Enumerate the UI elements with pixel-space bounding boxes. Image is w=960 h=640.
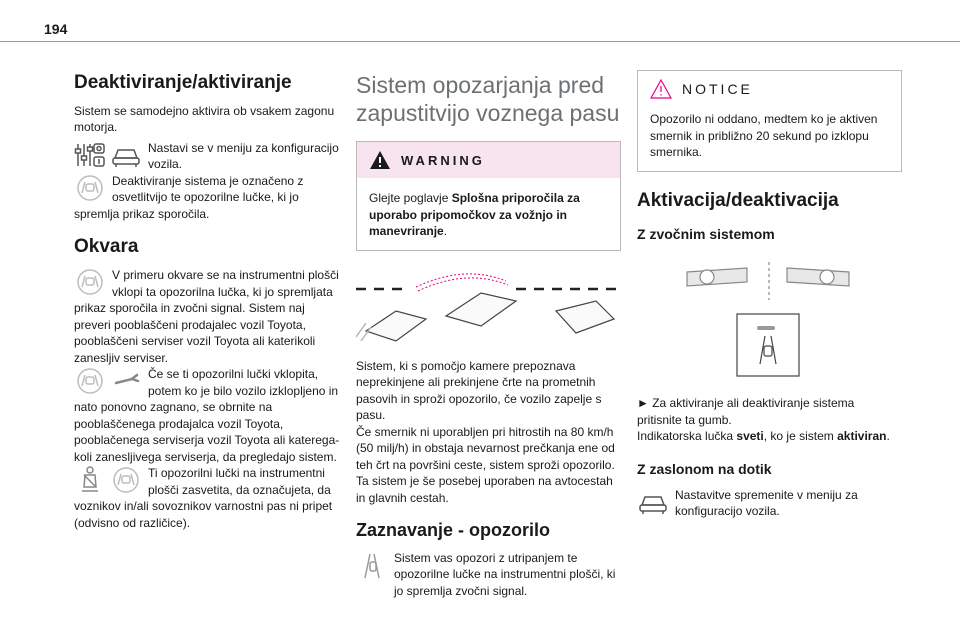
heading-touch-screen: Z zaslonom na dotik bbox=[637, 460, 772, 477]
heading-lane-departure: Sistem opozarjanja pred zapustitvijo voznega pasu bbox=[356, 72, 620, 126]
heading-sound-system: Z zvočnim sistemom bbox=[637, 226, 775, 243]
deactivation-lamp-block bbox=[74, 173, 340, 223]
car-front-icon bbox=[637, 487, 669, 517]
vehicle-settings-menu-icon bbox=[74, 140, 106, 170]
lane-fault-lamp-icon bbox=[110, 465, 142, 495]
warning-text-pre: Glejte poglavje bbox=[369, 191, 452, 206]
column-2 bbox=[356, 70, 621, 599]
lamp-text-mid: , ko je sistem bbox=[763, 429, 838, 444]
heading-detection: Zaznavanje - opozorilo bbox=[356, 520, 551, 541]
warning-text-post: . bbox=[443, 224, 448, 239]
lamp-text-activated: aktiviran bbox=[837, 429, 887, 444]
page-number: 194 bbox=[44, 21, 68, 37]
warning-header bbox=[357, 142, 620, 178]
lamp-text-post: . bbox=[886, 429, 890, 444]
lane-fault-lamp-icon bbox=[74, 366, 106, 396]
text-auto-activation: Sistem se samodejno aktivira ob vsakem zagonu motorja. bbox=[74, 103, 335, 135]
text-fault-1: V primeru okvare se na instrumentni plošči vklopi ta opozorilna lučka, ki jo spremljata prikaz sporočila in zvočni signal. Sistem naj preveri pooblaščeni prodajalec vozil Toyota, pooblaščeni serviser vozil Toyota ali katerikoli zanesljiv serviser. bbox=[74, 268, 339, 365]
lane-fault-lamp-icon bbox=[74, 267, 106, 297]
text-fault-2: Če se ti opozorilni lučki vklopita, potem ko je bilo vozilo izklopljeno in nato ponovno zagnano, se obrnite na pooblaščenega prodajalca vozil Toyota, pooblačenega serviserja vozil Toyota ali kateregakoli zanesljivega serviserja, da pregledajo sistem. bbox=[74, 367, 340, 464]
notice-text: Opozorilo ni oddano, medtem ko je aktiven smernik in približno 20 sekund po izklopu smernika. bbox=[650, 112, 878, 159]
notice-box bbox=[637, 70, 902, 172]
heading-fault: Okvara bbox=[74, 236, 139, 258]
text-settings-menu: Nastavi se v meniju za konfiguracijo vozila. bbox=[148, 140, 339, 172]
header-rule bbox=[0, 41, 960, 42]
lane-departure-illustration bbox=[356, 271, 621, 343]
warning-text-bold: Splošna priporočila za uporabo pripomočkov za vožnjo in manevriranje bbox=[369, 191, 580, 239]
text-press-button: ► Za aktiviranje ali deaktiviranje sistema pritisnite ta gumb. bbox=[637, 396, 855, 427]
column-1 bbox=[74, 70, 340, 531]
text-detection: Sistem vas opozori z utripanjem te opozorilne lučke na instrumentni plošči, ki jo spremlja zvočni signal. bbox=[394, 550, 616, 598]
heading-activation: Aktivacija/deaktivacija bbox=[637, 189, 839, 211]
lamp-text-on: sveti bbox=[736, 429, 764, 444]
text-fault-3: Ti opozorilni lučki na instrumentni plošči zasvetita, da označujeta, da voznikov in/ali sovoznikov varnostni pas ni pripet (odvisno od različice). bbox=[74, 466, 333, 530]
settings-block bbox=[74, 140, 340, 173]
warning-triangle-icon bbox=[369, 150, 391, 170]
notice-header bbox=[638, 71, 901, 107]
column-3 bbox=[637, 70, 902, 520]
text-indicator-lamp bbox=[637, 428, 902, 445]
lane-departure-alert-lamp-icon bbox=[356, 550, 388, 580]
text-deactivation-lamp: Deaktiviranje sistema je označeno z osvetlitvijo te opozorilne lučke, ki jo spremlja prikaz sporočila. bbox=[74, 173, 304, 221]
lane-departure-warning-lamp-icon bbox=[74, 173, 106, 203]
text-speed-condition: Če smernik ni uporabljen pri hitrostih na 80 km/h (50 milj/h) in obstaja nevarnost prečkanja ene od teh črt na površini ceste, sistem sproži opozorilo. Ta sistem je še posebej uporaben na avtocestah in glavnih cestah. bbox=[356, 424, 615, 505]
heading-deactivation: Deaktiviranje/aktiviranje bbox=[74, 72, 292, 93]
fault-block-2 bbox=[74, 366, 340, 465]
wrench-service-icon bbox=[110, 366, 142, 396]
seatbelt-warning-icon bbox=[74, 465, 106, 495]
car-front-icon bbox=[110, 140, 142, 170]
detection-block bbox=[356, 550, 621, 600]
warning-label: WARNING bbox=[401, 152, 485, 168]
touch-screen-block bbox=[637, 487, 902, 520]
lamp-text-pre: Indikatorska lučka bbox=[637, 429, 737, 444]
notice-label: NOTICE bbox=[682, 81, 753, 97]
warning-text bbox=[357, 178, 620, 250]
notice-triangle-icon bbox=[650, 79, 672, 99]
text-touch-screen: Nastavitve spremenite v meniju za konfiguracijo vozila. bbox=[675, 487, 858, 519]
fault-block-1 bbox=[74, 267, 340, 366]
dashboard-button-illustration bbox=[637, 252, 902, 382]
text-system-description: Sistem, ki s pomočjo kamere prepoznava neprekinjene ali prekinjene črte na prometnih pasovih in sproži opozorilo, če vozilo zapelje s pasu. bbox=[356, 358, 602, 423]
warning-box bbox=[356, 141, 621, 251]
fault-block-3 bbox=[74, 465, 340, 531]
